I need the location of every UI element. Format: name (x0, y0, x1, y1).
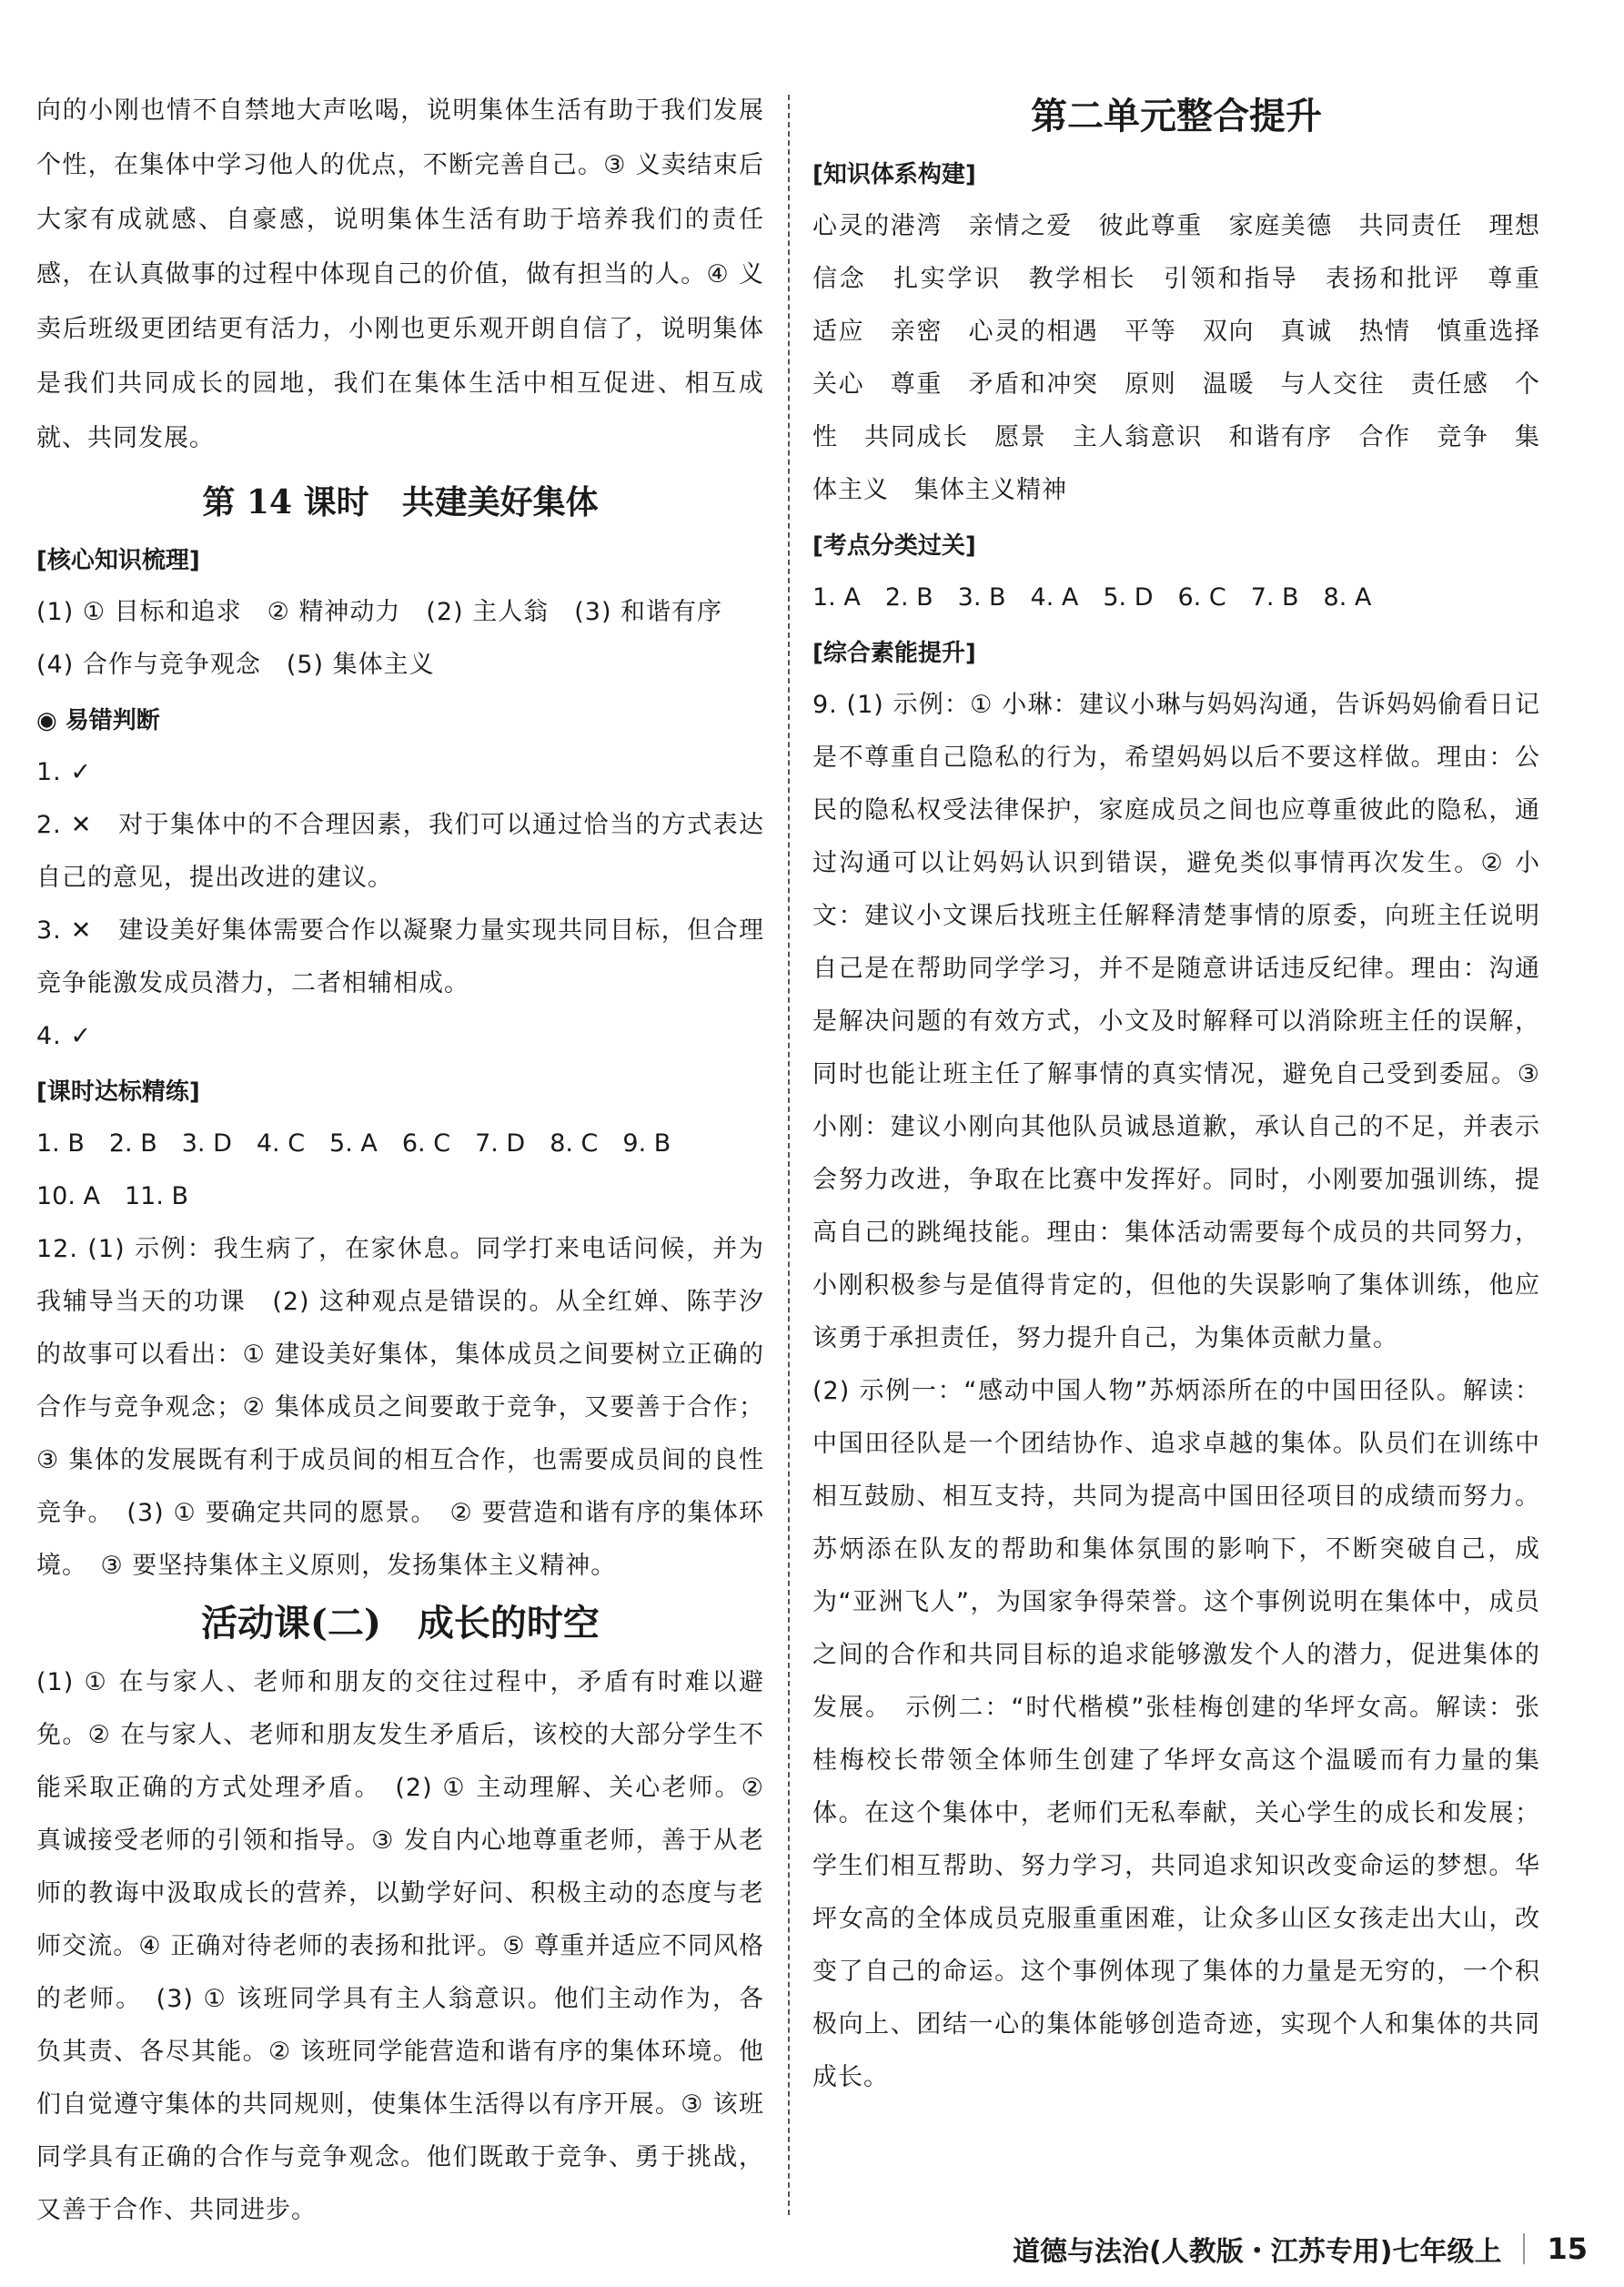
activity-title: 活动课(二) 成长的时空 (201, 1602, 600, 1644)
judge-item-3: 3. ✕ 建设美好集体需要合作以凝聚力量实现共同目标，但合理竞争能激发成员潜力，二者相辅相成。 (36, 916, 764, 997)
core-knowledge-header: [核心知识梳理] (36, 547, 200, 574)
page-footer (1013, 2226, 1588, 2272)
left-column (36, 84, 764, 2237)
book-title: 道德与法治(人教版・江苏专用)七年级上 (1013, 2236, 1502, 2268)
lesson-14-title: 第 14 课时 共建美好集体 (202, 483, 599, 521)
judge-item-1: 1. ✓ (36, 758, 92, 786)
practice-answers-line-2: 10. A 11. B (36, 1182, 189, 1210)
question-9-part-2: (2) 示例一：“感动中国人物”苏炳添所在的中国田径队。解读：中国田径队是一个团结协作、追求卓越的集体。队员们在训练中相互鼓励、相互支持，共同为提高中国田径项目的成绩而努力。苏炳添在队友的帮助和集体氛围的影响下，不断突破自己，成为“亚洲飞人”，为国家争得荣誉。这个事例说明在集体中，成员之间的合作和共同目标的追求能够激发个人的潜力，促进集体的发展。 示例二：“时代楷模”张桂梅创建的华坪女高。解读：张桂梅校长带领全体师生创建了华坪女高这个温暖而有力量的集体。在这个集体中，老师们无私奉献，关心学生的成长和发展；学生们相互帮助、努力学习，共同追求知识改变命运的梦想。华坪女高的全体成员克服重重困难，让众多山区女孩走出大山，改变了自己的命运。这个事例体现了集体的力量是无穷的，一个积极向上、团结一心的集体能够创造奇迹，实现个人和集体的共同成长。 (812, 1377, 1540, 2091)
exam-points-answers: 1. A 2. B 3. B 4. A 5. D 6. C 7. B 8. A (812, 583, 1372, 612)
judge-item-4: 4. ✓ (36, 1022, 92, 1050)
column-divider (788, 95, 790, 2215)
practice-header: [课时达标精练] (36, 1078, 200, 1106)
judge-header: ◉ 易错判断 (36, 707, 160, 734)
activity-answer: (1) ① 在与家人、老师和朋友的交往过程中，矛盾有时难以避免。② 在与家人、老师和朋友发生矛盾后，该校的大部分学生不能采取正确的方式处理矛盾。 (2) ① 主动理解、关心老师。② 真诚接受老师的引领和指导。③ 发自内心地尊重老师，善于从老师的教诲中汲取成长的营养，以勤学好问、积极主动的态度与老师交流。④ 正确对待老师的表扬和批评。⑤ 尊重并适应不同风格的老师。 (3) ① 该班同学具有主人翁意识。他们主动作为，各负其责、各尽其能。② 该班同学能营造和谐有序的集体环境。他们自觉遵守集体的共同规则，使集体生活得以有序开展。③ 该班同学具有正确的合作与竞争观念。他们既敢于竞争、勇于挑战，又善于合作、共同进步。 (36, 1668, 764, 2224)
right-column (812, 89, 1566, 2104)
unit-title: 第二单元整合提升 (1031, 95, 1322, 137)
page-number: 15 (1547, 2231, 1588, 2266)
judge-item-2: 2. ✕ 对于集体中的不合理因素，我们可以通过恰当的方式表达自己的意见，提出改进的建议。 (36, 811, 764, 892)
core-answers-line-1: (1) ① 目标和追求 ② 精神动力 (2) 主人翁 (3) 和谐有序 (36, 598, 723, 626)
comprehensive-header: [综合素能提升] (812, 640, 976, 667)
core-answers-line-2: (4) 合作与竞争观念 (5) 集体主义 (36, 651, 435, 679)
knowledge-system-text: 心灵的港湾 亲情之爱 彼此尊重 家庭美德 共同责任 理想信念 扎实学识 教学相长 引领和指导 表扬和批评 尊重 适应 亲密 心灵的相遇 平等 双向 真诚 热情 慎重选择 关心 尊重 矛盾和冲突 原则 温暖 与人交往 责任感 个性 共同成长 愿景 主人翁意识 和谐有序 合作 竞争 集体主义 集体主义精神 (812, 212, 1566, 504)
knowledge-system-header: [知识体系构建] (812, 161, 976, 188)
question-9-part-1: 9. (1) 示例：① 小琳：建议小琳与妈妈沟通，告诉妈妈偷看日记是不尊重自己隐私的行为，希望妈妈以后不要这样做。理由：公民的隐私权受法律保护，家庭成员之间也应尊重彼此的隐私，通过沟通可以让妈妈认识到错误，避免类似事情再次发生。② 小文：建议小文课后找班主任解释清楚事情的原委，向班主任说明自己是在帮助同学学习，并不是随意讲话违反纪律。理由：沟通是解决问题的有效方式，小文及时解释可以消除班主任的误解，同时也能让班主任了解事情的真实情况，避免自己受到委屈。③ 小刚：建议小刚向其他队员诚恳道歉，承认自己的不足，并表示会努力改进，争取在比赛中发挥好。同时，小刚要加强训练，提高自己的跳绳技能。理由：集体活动需要每个成员的共同努力，小刚积极参与是值得肯定的，但他的失误影响了集体训练，他应该勇于承担责任，努力提升自己，为集体贡献力量。 (812, 691, 1540, 1352)
exam-points-header: [考点分类过关] (812, 532, 976, 560)
question-12-answer: 12. (1) 示例：我生病了，在家休息。同学打来电话问候，并为我辅导当天的功课 (2) 这种观点是错误的。从全红婵、陈芋汐的故事可以看出：① 建设美好集体，集体成员之间要树立正确的合作与竞争观念；② 集体成员之间要敢于竞争，又要善于合作；③ 集体的发展既有利于成员间的相互合作，也需要成员间的良性竞争。 (3) ① 要确定共同的愿景。 ② 要营造和谐有序的集体环境。 ③ 要坚持集体主义原则，发扬集体主义精神。 (36, 1235, 764, 1580)
footer-separator (1523, 2233, 1525, 2264)
intro-paragraph: 向的小刚也情不自禁地大声吆喝，说明集体生活有助于我们发展个性，在集体中学习他人的优点，不断完善自己。③ 义卖结束后大家有成就感、自豪感，说明集体生活有助于培养我们的责任感，在认真做事的过程中体现自己的价值，做有担当的人。④ 义卖后班级更团结更有活力，小刚也更乐观开朗自信了，说明集体是我们共同成长的园地，我们在集体生活中相互促进、相互成就、共同发展。 (36, 96, 764, 452)
practice-answers-line-1: 1. B 2. B 3. D 4. C 5. A 6. C 7. D 8. C 9. B (36, 1129, 671, 1158)
